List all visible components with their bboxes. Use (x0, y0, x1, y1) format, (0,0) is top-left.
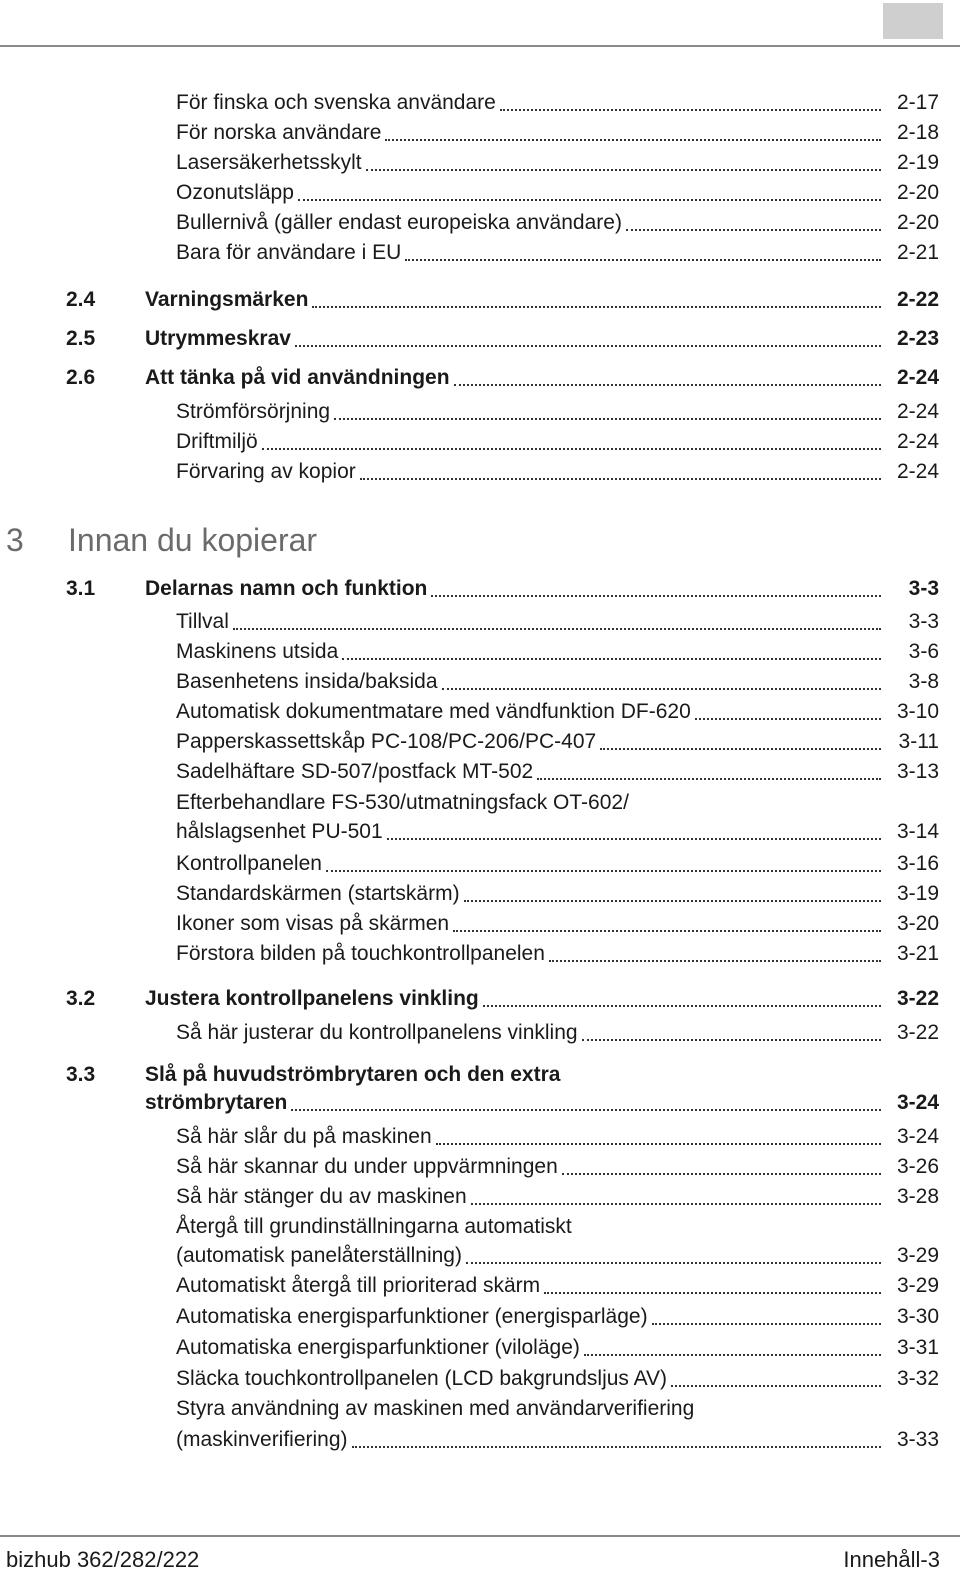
toc-entry-label: Så här stänger du av maskinen (176, 1185, 467, 1208)
toc-section-number: 2.4 (66, 288, 96, 311)
toc-entry[interactable] (176, 635, 939, 665)
toc-entry-label: Förvaring av kopior (176, 460, 356, 483)
toc-entry-page: 3-21 (896, 942, 939, 965)
toc-entry-page: 3-30 (896, 1305, 939, 1328)
toc-entry[interactable] (176, 1180, 939, 1210)
toc-entry[interactable] (176, 1120, 939, 1150)
toc-entry-label: Ozonutsläpp (176, 181, 294, 204)
toc-entry-label: (automatisk panelåterställning) (176, 1244, 462, 1267)
toc-entry[interactable] (176, 815, 939, 845)
toc-entry-label: Bara för användare i EU (176, 241, 402, 264)
toc-entry-label: (maskinverifiering) (176, 1428, 348, 1451)
toc-entry-label: Strömförsörjning (176, 400, 331, 423)
toc-section[interactable] (66, 283, 939, 313)
toc-entry-page: 2-24 (896, 430, 939, 453)
toc-entry-label: Papperskassettskåp PC-108/PC-206/PC-407 (176, 730, 597, 753)
toc-section[interactable] (66, 572, 939, 602)
toc-section-label: Delarnas namn och funktion (145, 577, 428, 600)
toc-entry-page: 2-21 (896, 241, 939, 264)
toc-entry-label: Standardskärmen (startskärm) (176, 882, 460, 905)
footer-product: bizhub 362/282/222 (6, 1547, 200, 1572)
toc-section-page: 2-22 (896, 288, 939, 311)
toc-entry-label: Förstora bilden på touchkontrollpanelen (176, 942, 545, 965)
toc-section[interactable] (66, 361, 939, 391)
toc-entry[interactable] (176, 755, 939, 785)
toc-entry-page: 3-29 (896, 1244, 939, 1267)
toc-entry-label: Tillval (176, 610, 229, 633)
toc-section[interactable] (145, 1086, 939, 1116)
toc-section-label: Att tänka på vid användningen (145, 366, 450, 389)
toc-entry-label: Ikoner som visas på skärmen (176, 912, 450, 935)
toc-entry[interactable] (176, 1423, 939, 1453)
toc-entry-label: Så här slår du på maskinen (176, 1125, 432, 1148)
toc-entry[interactable] (176, 1331, 939, 1361)
toc-entry-page: 3-6 (908, 640, 939, 663)
toc-entry[interactable] (176, 455, 939, 485)
toc-entry[interactable] (176, 847, 939, 877)
toc-entry[interactable] (176, 1239, 939, 1269)
toc-section-label: Justera kontrollpanelens vinkling (145, 987, 479, 1010)
toc-section-label: strömbrytaren (145, 1091, 288, 1114)
toc-entry-page: 3-28 (896, 1185, 939, 1208)
footer-page-number: Innehåll-3 (843, 1547, 940, 1572)
toc-section-number: 2.5 (66, 327, 96, 350)
toc-entry[interactable] (176, 1362, 939, 1392)
toc-entry-page: 2-18 (896, 121, 939, 144)
toc-entry[interactable] (176, 146, 939, 176)
toc-entry-page: 3-3 (908, 610, 939, 633)
toc-entry-page: 3-31 (896, 1336, 939, 1359)
toc-entry-page: 2-24 (896, 400, 939, 423)
toc-entry[interactable] (176, 1150, 939, 1180)
toc-entry-label-line1[interactable]: Styra användning av maskinen med användarverifiering (176, 1397, 695, 1420)
toc-entry-page: 2-17 (896, 91, 939, 114)
toc-entry-page: 3-16 (896, 852, 939, 875)
toc-entry-page: 2-20 (896, 181, 939, 204)
toc-entry[interactable] (176, 176, 939, 206)
toc-entry[interactable] (176, 907, 939, 937)
toc-section-label: Utrymmeskrav (145, 327, 291, 350)
toc-entry-page: 3-32 (896, 1367, 939, 1390)
toc-entry-label: Automatiskt återgå till prioriterad skärm (176, 1274, 541, 1297)
toc-entry-label: Automatiska energisparfunktioner (viloläge) (176, 1336, 580, 1359)
toc-section-label-line1[interactable]: Slå på huvudströmbrytaren och den extra (145, 1063, 561, 1086)
footer-rule (0, 1535, 960, 1537)
toc-entry-page: 3-26 (896, 1155, 939, 1178)
toc-entry-label-line1[interactable]: Återgå till grundinställningarna automatiskt (176, 1215, 572, 1238)
toc-entry-label: Bullernivå (gäller endast europeiska användare) (176, 211, 622, 234)
corner-tab (883, 3, 943, 39)
toc-entry-label-line1[interactable]: Efterbehandlare FS-530/utmatningsfack OT-602/ (176, 791, 629, 814)
toc-entry-label: För norska användare (176, 121, 382, 144)
toc-entry-label: Sadelhäftare SD-507/postfack MT-502 (176, 760, 534, 783)
toc-entry[interactable] (176, 86, 939, 116)
toc-entry[interactable] (176, 937, 939, 967)
toc-entry-page: 3-22 (896, 1021, 939, 1044)
toc-entry-label: Automatisk dokumentmatare med vändfunktion DF-620 (176, 700, 691, 723)
toc-entry-page: 3-11 (898, 730, 939, 753)
toc-entry-page: 2-20 (896, 211, 939, 234)
toc-section-number: 3.3 (66, 1063, 96, 1086)
toc-section-page: 3-24 (896, 1091, 939, 1114)
toc-entry[interactable] (176, 665, 939, 695)
toc-entry-label: Lasersäkerhetsskylt (176, 151, 362, 174)
toc-entry[interactable] (176, 395, 939, 425)
toc-entry-page: 3-8 (908, 670, 939, 693)
toc-entry-page: 3-13 (896, 760, 939, 783)
toc-section-number: 3.1 (66, 577, 96, 600)
toc-entry[interactable] (176, 1016, 939, 1046)
toc-section[interactable] (66, 322, 939, 352)
toc-entry[interactable] (176, 206, 939, 236)
toc-entry-page: 3-24 (896, 1125, 939, 1148)
toc-entry-label: Automatiska energisparfunktioner (energisparläge) (176, 1305, 648, 1328)
toc-entry-label: Basenhetens insida/baksida (176, 670, 438, 693)
toc-entry[interactable] (176, 605, 939, 635)
toc-section-number: 3.2 (66, 987, 96, 1010)
chapter-title: Innan du kopierar (68, 522, 318, 558)
toc-section-page: 2-24 (896, 366, 939, 389)
toc-section-page: 3-3 (908, 577, 939, 600)
toc-entry-label: Maskinens utsida (176, 640, 339, 663)
toc-section-page: 3-22 (896, 987, 939, 1010)
toc-entry-label: Så här skannar du under uppvärmningen (176, 1155, 558, 1178)
toc-entry[interactable] (176, 116, 939, 146)
toc-section-label: Varningsmärken (145, 288, 309, 311)
chapter-heading (6, 520, 317, 560)
toc-entry-page: 3-19 (896, 882, 939, 905)
toc-entry[interactable] (176, 1300, 939, 1330)
toc-entry[interactable] (176, 236, 939, 266)
toc-entry-label: För finska och svenska användare (176, 91, 496, 114)
header-rule (0, 45, 960, 47)
toc-entry[interactable] (176, 425, 939, 455)
chapter-number: 3 (6, 522, 24, 558)
toc-entry-page: 3-20 (896, 912, 939, 935)
toc-entry[interactable] (176, 1269, 939, 1299)
toc-entry-label: Så här justerar du kontrollpanelens vinkling (176, 1021, 578, 1044)
toc-entry-label: hålslagsenhet PU-501 (176, 820, 383, 843)
toc-entry-page: 3-29 (896, 1274, 939, 1297)
toc-entry[interactable] (176, 695, 939, 725)
toc-entry-page: 2-19 (896, 151, 939, 174)
toc-section-page: 2-23 (896, 327, 939, 350)
toc-entry[interactable] (176, 725, 939, 755)
toc-section-number: 2.6 (66, 366, 96, 389)
toc-entry[interactable] (176, 877, 939, 907)
toc-entry-page: 2-24 (896, 460, 939, 483)
toc-entry-page: 3-10 (896, 700, 939, 723)
toc-entry-page: 3-14 (896, 820, 939, 843)
toc-entry-label: Släcka touchkontrollpanelen (LCD bakgrundsljus AV) (176, 1367, 668, 1390)
toc-entry-label: Kontrollpanelen (176, 852, 322, 875)
toc-section[interactable] (66, 982, 939, 1012)
toc-entry-page: 3-33 (896, 1428, 939, 1451)
toc-entry-label: Driftmiljö (176, 430, 258, 453)
